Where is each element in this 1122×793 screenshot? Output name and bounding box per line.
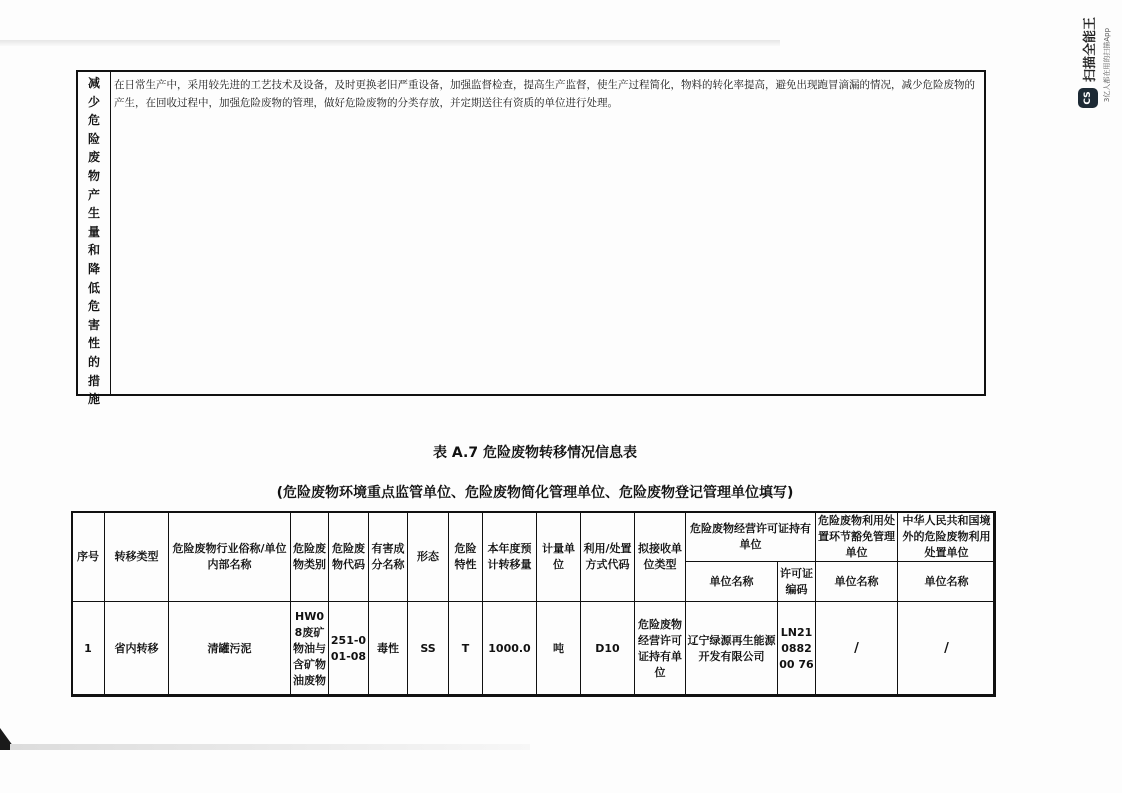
measures-label-char: 产 — [87, 187, 100, 202]
header-exempt-unit-name: 单位名称 — [816, 562, 898, 602]
cell-unit: 吨 — [537, 602, 581, 697]
scan-shadow-bottom — [10, 744, 530, 750]
header-annual-amount: 本年度预计转移量 — [483, 512, 537, 602]
cell-annual-amount: 1000.0 — [483, 602, 537, 697]
header-method-code: 利用/处置方式代码 — [581, 512, 635, 602]
header-exempt-unit: 危险废物利用处置环节豁免管理单位 — [816, 512, 898, 562]
header-code: 危险废物代码 — [329, 512, 369, 602]
measures-label-char: 减 — [87, 76, 100, 90]
measures-label-char: 险 — [87, 131, 100, 146]
header-foreign-unit: 中华人民共和国境外的危险废物利用处置单位 — [898, 512, 996, 562]
measures-label-char: 生 — [87, 206, 100, 221]
cell-code: 251-001-08 — [329, 602, 369, 697]
camscanner-logo-icon: CS — [1078, 88, 1098, 108]
header-license-no: 许可证编码 — [778, 562, 816, 602]
cell-method-code: D10 — [581, 602, 635, 697]
cell-transfer-type: 省内转移 — [105, 602, 169, 697]
measures-label-char: 的 — [87, 354, 100, 369]
header-hazardous-component: 有害成分名称 — [369, 512, 408, 602]
measures-label-char: 措 — [87, 373, 100, 388]
cell-hazardous-component: 毒性 — [369, 602, 408, 697]
measures-label-char: 危 — [87, 299, 100, 314]
header-licensed-unit-name: 单位名称 — [686, 562, 778, 602]
cell-category: HW08废矿物油与含矿物油废物 — [291, 602, 329, 697]
transfer-table — [71, 511, 996, 697]
watermark-tagline: 3亿人都在用的扫描App — [1103, 27, 1112, 103]
header-form: 形态 — [408, 512, 449, 602]
measures-label-char: 量 — [87, 224, 100, 239]
measures-label-char: 废 — [87, 150, 100, 165]
cell-exempt-unit-name: / — [816, 602, 898, 697]
measures-table — [76, 70, 986, 407]
measures-label — [78, 72, 111, 407]
app-name-watermark: 扫描全能王 — [1082, 16, 1098, 82]
measures-label-char: 降 — [87, 261, 100, 276]
cell-license-no: LN21088200 76 — [778, 602, 816, 697]
measures-label-char: 低 — [87, 280, 100, 295]
header-seq: 序号 — [72, 512, 105, 602]
measures-text: 在日常生产中，采用较先进的工艺技术及设备，及时更换老旧严重设备，加强监督检查，提高生产监督，使生产过程简化，物料的转化率提高，避免出现跑冒滴漏的情况，减少危险废物的产生，在回收过程中，加强危险废物的管理，做好危险废物的分类存放，并定期送往有资质的单位进行处理。 — [114, 79, 975, 109]
header-category: 危险废物类别 — [291, 512, 329, 602]
measures-label-char: 物 — [87, 168, 100, 183]
measures-label-char: 性 — [87, 336, 100, 351]
measures-label-char: 危 — [87, 113, 100, 128]
header-hazard-property: 危险特性 — [449, 512, 483, 602]
header-foreign-unit-name: 单位名称 — [898, 562, 996, 602]
cell-seq: 1 — [72, 602, 105, 697]
header-industry-name: 危险废物行业俗称/单位内部名称 — [169, 512, 291, 602]
header-licensed-unit: 危险废物经营许可证持有单位 — [686, 512, 816, 562]
table-row — [72, 602, 996, 697]
cell-licensed-unit-name: 辽宁绿源再生能源开发有限公司 — [686, 602, 778, 697]
cell-form: SS — [408, 602, 449, 697]
measures-label-char: 施 — [87, 392, 100, 407]
cell-receiver-type: 危险废物经营许可证持有单位 — [635, 602, 686, 697]
table-title: 表 A.7 危险废物转移情况信息表 — [433, 445, 637, 461]
cell-foreign-unit-name: / — [898, 602, 996, 697]
scan-shadow-top — [0, 40, 780, 46]
cell-hazard-property: T — [449, 602, 483, 697]
header-unit: 计量单位 — [537, 512, 581, 602]
cell-industry-name: 清罐污泥 — [169, 602, 291, 697]
table-subtitle: (危险废物环境重点监管单位、危险废物简化管理单位、危险废物登记管理单位填写) — [276, 485, 794, 501]
measures-label-char: 和 — [87, 243, 100, 258]
header-transfer-type: 转移类型 — [105, 512, 169, 602]
header-receiver-type: 拟接收单位类型 — [635, 512, 686, 602]
measures-label-char: 害 — [87, 317, 100, 332]
measures-label-char: 少 — [87, 94, 100, 109]
